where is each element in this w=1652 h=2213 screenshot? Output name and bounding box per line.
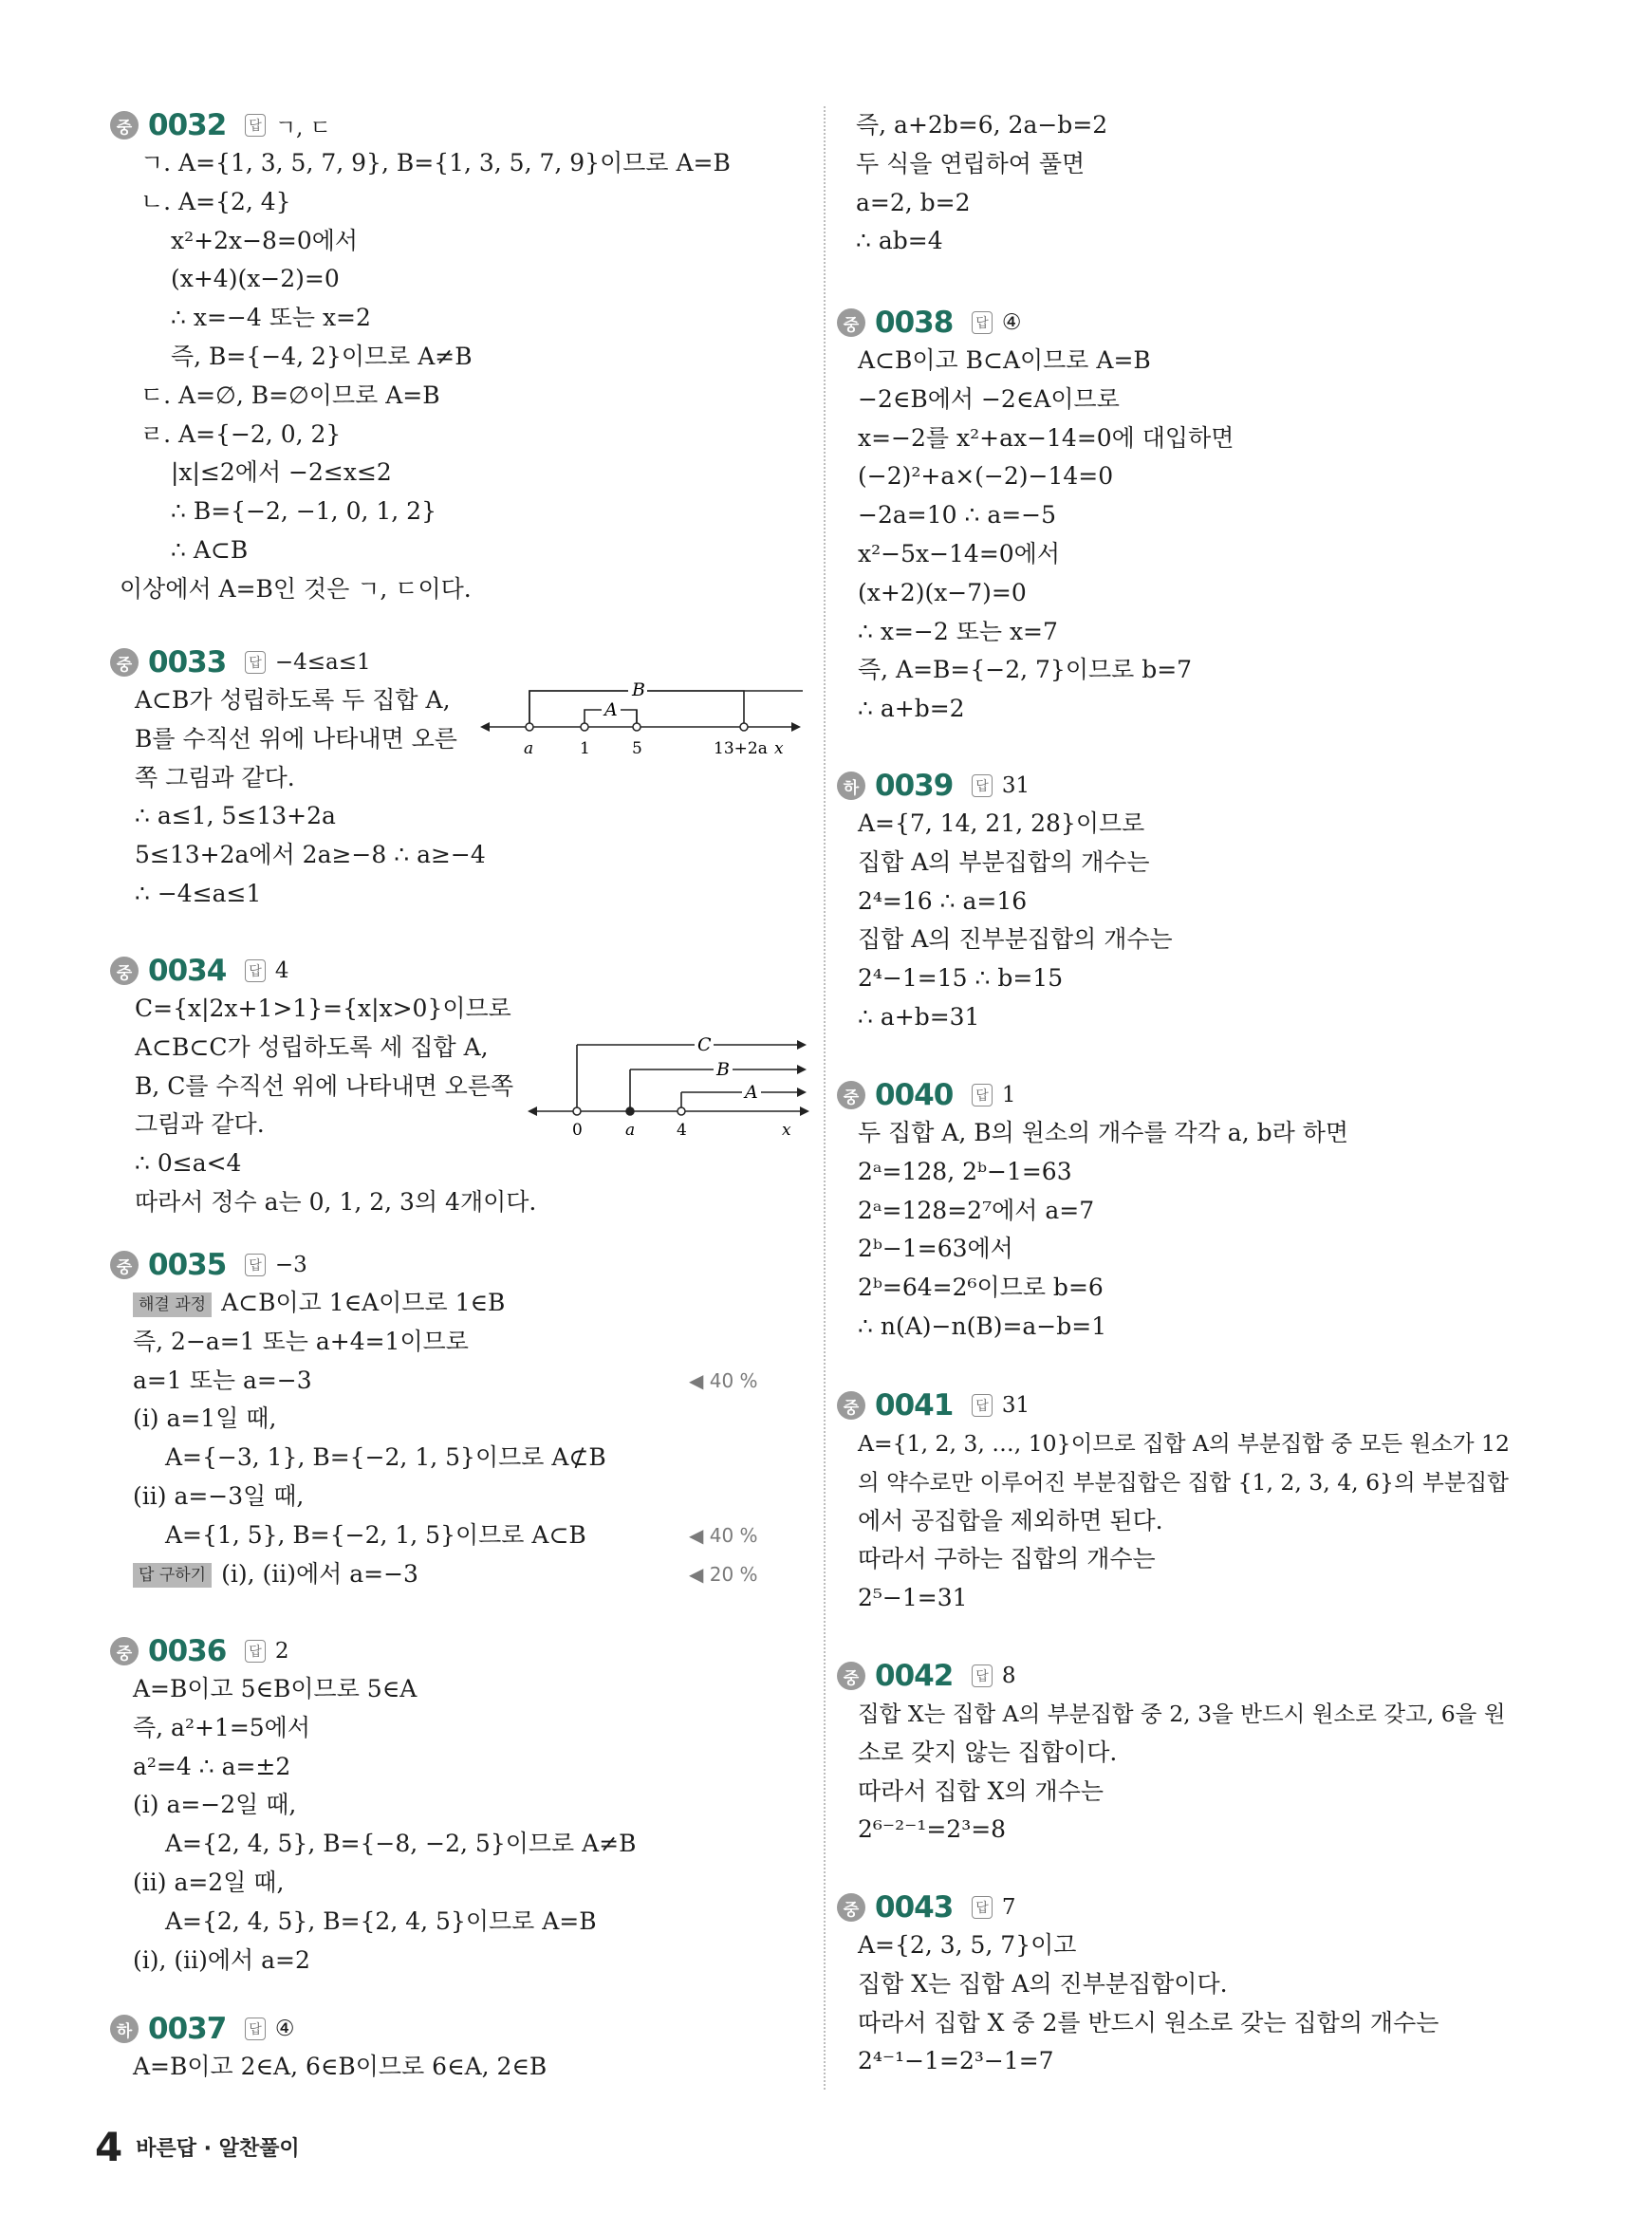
problem-0042 [837,1657,1634,1850]
difficulty-badge: 중 [110,1251,139,1279]
answer-value: 1 [1001,1083,1016,1107]
difficulty-badge: 중 [110,648,139,677]
solution-line: 소로 갖지 않는 집합이다. [858,1738,1118,1766]
solution-line: ∴ 0≤a<4 [135,1149,242,1178]
answer-icon: 답 [972,1394,993,1417]
answer-icon: 답 [245,114,266,137]
answer-value: 31 [1001,1393,1030,1418]
answer-value: ㄱ, ㄷ [274,115,331,140]
solution-line: ∴ a+b=31 [858,1002,980,1031]
tick-label: 4 [677,1121,687,1140]
set-label: B [716,1059,730,1080]
solution-line: 2ᵃ=128, 2ᵇ−1=63 [858,1157,1072,1185]
answer-icon: 답 [972,774,993,797]
answer-icon: 답 [972,1084,993,1106]
problem-header [110,643,812,681]
problem-header [110,1246,812,1284]
solution-line: 2⁴=16 ∴ a=16 [858,886,1028,915]
difficulty-badge: 하 [110,2015,139,2043]
solution-line: 즉, 2−a=1 또는 a+4=1이므로 [133,1327,469,1355]
set-label: A [745,1082,758,1103]
problem-header [837,1888,1634,1926]
solution-line: (i) a=1일 때, [133,1404,277,1433]
step-tag: 답 구하기 [133,1563,212,1588]
answer-value: 7 [1001,1895,1016,1920]
solution-line: 따라서 집합 X 중 2를 반드시 원소로 갖는 집합의 개수는 [858,2008,1439,2036]
solution-line: A={1, 2, 3, …, 10}이므로 집합 A의 부분집합 중 모든 원소가 12 [858,1430,1510,1457]
problem-header [837,1386,1634,1424]
solution-line: ㄴ. A={2, 4} [140,187,291,215]
solution-line: 5≤13+2a에서 2a≥−8 ∴ a≥−4 [135,841,486,869]
solution-line: ∴ x=−2 또는 x=7 [858,617,1058,645]
answer-icon: 답 [245,2018,266,2040]
solution-line: A=B이고 2∈A, 6∈B이므로 6∈A, 2∈B [133,2053,548,2080]
solution-line: 2⁵−1=31 [858,1584,968,1612]
solution-line: 그림과 같다. [135,1110,265,1139]
problem-number: 0038 [875,306,954,340]
answer-value: 4 [274,958,289,983]
solution-line: ∴ n(A)−n(B)=a−b=1 [858,1311,1107,1340]
answer-icon: 답 [972,1664,993,1687]
score-percent: ◀ 40 % [689,1523,758,1547]
problem-0034 [110,952,812,1222]
difficulty-badge: 중 [110,957,139,985]
difficulty-badge: 중 [837,1662,865,1690]
solution-line: ∴ a+b=2 [858,695,965,723]
solution-line: (i) a=−2일 때, [133,1791,297,1819]
solution-line: x²+2x−8=0에서 [171,226,359,254]
solution-line: A={2, 4, 5}, B={2, 4, 5}이므로 A=B [165,1906,597,1935]
solution-line: (−2)²+a×(−2)−14=0 [858,462,1114,491]
solution-line: 2ᵇ=64=2⁶이므로 b=6 [858,1274,1104,1302]
solution-line: ㄹ. A={−2, 0, 2} [140,419,342,448]
solution-line: 집합 X는 집합 A의 진부분집합이다. [858,1969,1228,1998]
solution-line: 2⁶⁻²⁻¹=2³=8 [858,1815,1007,1844]
solution-line [110,1284,812,1323]
answer-value: −4≤a≤1 [274,650,371,675]
problem-number: 0036 [148,1634,227,1668]
problem-number: 0034 [148,954,227,988]
solution-line: (i), (ii)에서 a=2 [133,1945,310,1974]
solution-line: ㄷ. A=∅, B=∅이므로 A=B [140,381,440,409]
problem-0040 [837,1076,1634,1347]
problem-0033 [110,643,812,914]
difficulty-badge: 중 [837,308,865,337]
problem-0039 [837,767,1634,1037]
step-tag: 해결 과정 [133,1292,212,1317]
solution-line: 2ᵇ−1=63에서 [858,1235,1013,1263]
solution-line: A=B이고 5∈B이므로 5∈A [133,1675,418,1702]
column-divider [824,106,826,2090]
tick-label: 5 [632,739,642,758]
solution-line: 따라서 정수 a는 0, 1, 2, 3의 4개이다. [135,1187,537,1216]
solution-line: 두 집합 A, B의 원소의 개수를 각각 a, b라 하면 [858,1119,1348,1146]
problem-header [110,952,812,990]
problem-header [110,2010,812,2048]
problem-header [837,304,1634,342]
problem-0037-continued [837,106,1634,261]
problem-number: 0037 [148,2012,227,2046]
solution-line: 따라서 집합 X의 개수는 [858,1776,1104,1805]
solution-line: |x|≤2에서 −2≤x≤2 [171,458,392,487]
difficulty-badge: 하 [837,772,865,800]
answer-icon: 답 [972,1896,993,1919]
page-footer [95,2124,300,2170]
solution-line: ∴ B={−2, −1, 0, 1, 2} [171,497,436,526]
tick-label: a [524,739,534,758]
solution-line: (x+2)(x−7)=0 [858,578,1027,606]
solution-line: 이상에서 A=B인 것은 ㄱ, ㄷ이다. [120,574,472,603]
solution-line: a=2, b=2 [856,188,971,216]
solution-line [110,1516,812,1555]
solution-line: A⊂B가 성립하도록 두 집합 A, [135,686,451,714]
answer-icon: 답 [245,1640,266,1663]
answer-value: −3 [274,1253,307,1277]
problem-0037 [110,2010,812,2087]
answer-icon: 답 [972,311,993,334]
solution-line: 2⁴−1=15 ∴ b=15 [858,964,1064,993]
solution-text: (i), (ii)에서 a=−3 [221,1559,418,1588]
solution-line: 쪽 그림과 같다. [135,763,295,791]
problem-header [837,1657,1634,1695]
answer-icon: 답 [245,651,266,674]
solution-line: −2∈B에서 −2∈A이므로 [858,384,1120,413]
answer-icon: 답 [245,959,266,982]
solution-line: A⊂B이고 B⊂A이므로 A=B [858,346,1151,374]
solution-line [110,1362,812,1401]
solution-line: ∴ −4≤a≤1 [135,879,262,907]
solution-line: 따라서 구하는 집합의 개수는 [858,1545,1156,1573]
solution-line: ∴ A⊂B [171,535,249,564]
difficulty-badge: 중 [110,1637,139,1665]
answer-value: ④ [1001,310,1022,335]
problem-number: 0042 [875,1659,954,1693]
solution-text: A⊂B이고 1∈A이므로 1∈B [221,1289,506,1316]
problem-header [837,1076,1634,1114]
solution-line: A={2, 4, 5}, B={−8, −2, 5}이므로 A≠B [165,1830,637,1858]
solution-line: A={2, 3, 5, 7}이고 [858,1931,1077,1959]
problem-0036 [110,1632,812,1980]
answer-value: 8 [1001,1664,1016,1688]
problem-number: 0040 [875,1078,954,1112]
solution-text: A={1, 5}, B={−2, 1, 5}이므로 A⊂B [165,1520,586,1549]
solution-line: ㄱ. A={1, 3, 5, 7, 9}, B={1, 3, 5, 7, 9}이므로 A=B [140,149,731,177]
solution-line: (ii) a=−3일 때, [133,1481,305,1510]
set-label: C [697,1034,712,1055]
solution-line: B를 수직선 위에 나타내면 오른 [135,724,457,753]
problem-0043 [837,1888,1634,2081]
solution-line: 2ᵃ=128=2⁷에서 a=7 [858,1196,1095,1224]
solution-text: a=1 또는 a=−3 [133,1366,312,1394]
solution-line: ∴ ab=4 [856,227,943,255]
page-number: 4 [95,2124,123,2170]
difficulty-badge: 중 [837,1893,865,1922]
set-label: A [604,699,618,720]
solution-line: 즉, A=B={−2, 7}이므로 b=7 [858,656,1193,684]
problem-number: 0035 [148,1248,227,1282]
solution-line: ∴ x=−4 또는 x=2 [171,304,371,332]
answer-icon: 답 [245,1254,266,1276]
solution-line [110,1555,812,1594]
solution-line: x²−5x−14=0에서 [858,539,1060,567]
solution-line: 집합 A의 부분집합의 개수는 [858,847,1150,876]
tick-label: 13+2a [714,739,768,758]
solution-line: −2a=10 ∴ a=−5 [858,501,1057,530]
solution-line: (ii) a=2일 때, [133,1868,285,1896]
problem-header [837,767,1634,805]
problem-0041 [837,1386,1634,1618]
problem-number: 0039 [875,769,954,803]
book-title: 바른답 · 알찬풀이 [136,2137,300,2161]
solution-line: 의 약수로만 이루어진 부분집합은 집합 {1, 2, 3, 4, 6}의 부분집합 [858,1468,1509,1496]
solution-line: A={7, 14, 21, 28}이므로 [858,809,1145,837]
problem-number: 0043 [875,1890,954,1925]
solution-line: (x+4)(x−2)=0 [171,265,340,293]
solution-line: 두 식을 연립하여 풀면 [856,149,1086,177]
solution-line: B, C를 수직선 위에 나타내면 오른쪽 [135,1071,514,1100]
tick-label: x [782,1121,791,1140]
answer-value: 2 [274,1639,289,1664]
solution-line: x=−2를 x²+ax−14=0에 대입하면 [858,423,1234,452]
problem-number: 0033 [148,645,227,679]
problem-header [110,106,812,144]
answer-value: ④ [274,2017,295,2041]
number-line-diagram [528,1016,812,1140]
number-line-diagram [480,678,803,763]
score-percent: ◀ 40 % [689,1368,758,1392]
solution-line: C={x|2x+1>1}={x|x>0}이므로 [135,995,511,1022]
problem-header [110,1632,812,1670]
solution-line: 2⁴⁻¹−1=2³−1=7 [858,2047,1054,2075]
solution-line: A={−3, 1}, B={−2, 1, 5}이므로 A⊄B [165,1443,606,1472]
difficulty-badge: 중 [837,1391,865,1420]
problem-0035 [110,1246,812,1593]
problem-0038 [837,304,1634,729]
solution-line: ∴ a≤1, 5≤13+2a [135,802,336,830]
score-percent: ◀ 20 % [689,1562,758,1586]
solution-line: A⊂B⊂C가 성립하도록 세 집합 A, [135,1032,489,1061]
problem-0032 [110,106,812,609]
tick-label: 0 [572,1121,583,1140]
answer-value: 31 [1001,773,1030,798]
tick-label: 1 [580,739,590,758]
solution-line: 에서 공집합을 제외하면 된다. [858,1506,1163,1534]
difficulty-badge: 중 [110,111,139,139]
tick-label: a [625,1121,636,1140]
difficulty-badge: 중 [837,1081,865,1109]
problem-number: 0032 [148,108,227,142]
solution-line: 집합 X는 집합 A의 부분집합 중 2, 3을 반드시 원소로 갖고, 6을 원 [858,1701,1506,1727]
tick-label: x [774,739,784,758]
solution-line: 즉, a+2b=6, 2a−b=2 [856,111,1108,139]
solution-line: a²=4 ∴ a=±2 [133,1752,291,1780]
solution-line: 즉, B={−4, 2}이므로 A≠B [171,342,473,370]
solution-line: 즉, a²+1=5에서 [133,1713,310,1741]
solution-line: 집합 A의 진부분집합의 개수는 [858,925,1173,954]
problem-number: 0041 [875,1388,954,1423]
set-label: B [632,679,645,700]
